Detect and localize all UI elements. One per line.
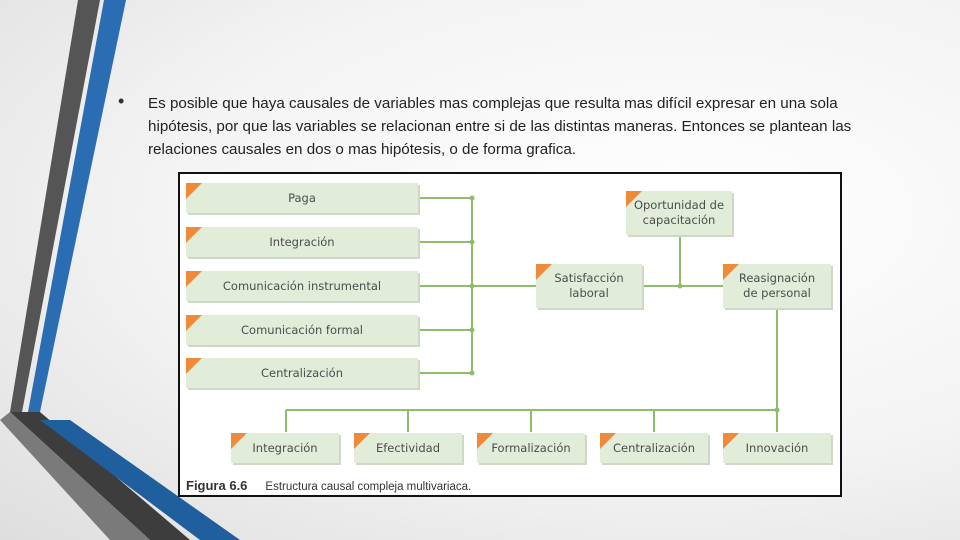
node-oportunidad-capacitacion: Oportunidad de capacitación xyxy=(626,191,732,235)
node-comunicacion-formal: Comunicación formal xyxy=(186,315,418,345)
bullet-dot: • xyxy=(118,91,125,111)
node-out-formalizacion: Formalización xyxy=(477,433,585,463)
bullet-text: Es posible que haya causales de variables mas complejas que resulta mas difícil expresar en una sola hipótesis, por que las variables se relacionan entre si de las distintas maneras. Entonces se plantean las relaciones causales en dos o mas hipótesis, o de forma grafica. xyxy=(148,95,852,158)
node-centralizacion: Centralización xyxy=(186,358,418,388)
node-satisfaccion-laboral: Satisfacción laboral xyxy=(536,264,642,308)
node-paga: Paga xyxy=(186,183,418,213)
node-comunicacion-instrumental: Comunicación instrumental xyxy=(186,271,418,301)
figure-number: Figura 6.6 xyxy=(186,478,248,493)
figure-caption-text: Estructura causal compleja multivariaca. xyxy=(265,481,472,493)
bullet-paragraph xyxy=(118,92,888,161)
node-out-efectividad: Efectividad xyxy=(354,433,462,463)
node-reasignacion-personal: Reasignación de personal xyxy=(723,264,831,308)
node-out-integracion: Integración xyxy=(231,433,339,463)
node-out-innovacion: Innovación xyxy=(723,433,831,463)
node-integracion: Integración xyxy=(186,227,418,257)
figure-caption xyxy=(186,478,471,493)
node-out-centralizacion: Centralización xyxy=(600,433,708,463)
deco-gray-stripe xyxy=(10,0,100,412)
causal-figure xyxy=(178,172,842,497)
